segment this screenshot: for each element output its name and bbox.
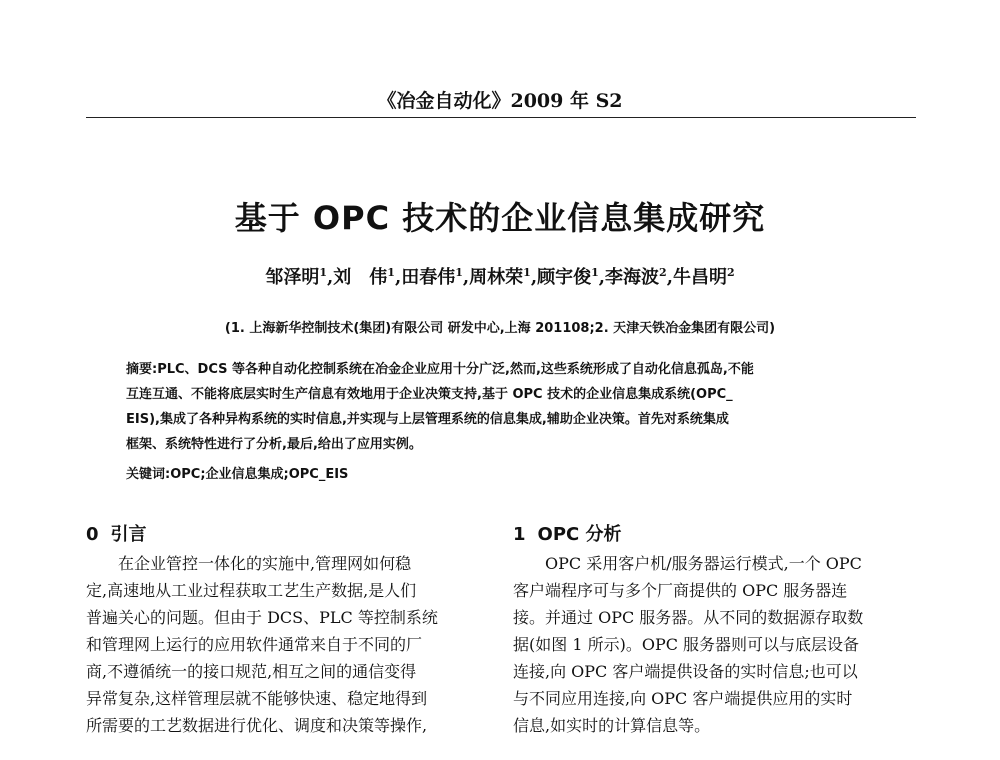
author-affiliation-mark: 1 xyxy=(523,266,531,279)
paper-title: 基于 OPC 技术的企业信息集成研究 xyxy=(234,199,766,237)
section-number: 0 xyxy=(86,524,99,545)
author-list: 邹泽明$^1$,刘 伟$^1$,田春伟$^1$,周林荣$^1$,顾宇俊$^1$,李海波$^2$,牛昌明$^2$ xyxy=(265,266,735,288)
section-introduction xyxy=(86,520,482,739)
section-title: 引言 xyxy=(110,524,147,545)
author-name: 李海波 xyxy=(605,267,660,288)
body-line: 异常复杂,这样管理层就不能够快速、稳定地得到 xyxy=(86,689,428,708)
section-heading xyxy=(86,520,482,550)
author-name: 邹泽明 xyxy=(265,267,320,288)
author-affiliation-mark: 1 xyxy=(319,266,328,279)
body-line: OPC 采用客户机/服务器运行模式,一个 OPC xyxy=(545,554,862,573)
body-line: 普遍关心的问题。但由于 DCS、PLC 等控制系统 xyxy=(86,608,438,627)
author-name: 顾宇俊 xyxy=(537,267,592,288)
keywords-label: 关键词: xyxy=(126,467,171,482)
journal-header: 《冶金自动化》2009 年 S2 xyxy=(377,90,623,112)
author-affiliation-mark: 1 xyxy=(387,266,395,279)
abstract-line: 互连互通、不能将底层实时生产信息有效地用于企业决策支持,基于 OPC 技术的企业信息集成系统(OPC_ xyxy=(126,387,733,402)
body-line: 据(如图 1 所示)。OPC 服务器则可以与底层设备 xyxy=(513,635,860,654)
abstract-text: PLC、DCS 等各种自动化控制系统在冶金企业应用十分广泛,然而,这些系统形成了自动化信息孤岛,不能 xyxy=(157,362,754,377)
body-line: 商,不遵循统一的接口规范,相互之间的通信变得 xyxy=(86,662,417,681)
body-line: 与不同应用连接,向 OPC 客户端提供应用的实时 xyxy=(513,689,853,708)
affiliation: (1. 上海新华控制技术(集团)有限公司 研发中心,上海 201108;2. 天津天铁冶金集团有限公司) xyxy=(224,321,776,336)
section-heading xyxy=(513,520,909,550)
abstract-line: EIS),集成了各种异构系统的实时信息,并实现与上层管理系统的信息集成,辅助企业决策。首先对系统集成 xyxy=(126,412,729,427)
author-name: 刘 伟 xyxy=(333,267,388,288)
author-affiliation-mark: 1 xyxy=(455,266,463,279)
abstract-line xyxy=(126,357,876,382)
section-number: 1 xyxy=(513,524,526,545)
body-line: 客户端程序可与多个厂商提供的 OPC 服务器连 xyxy=(513,581,848,600)
author-affiliation-mark: 2 xyxy=(659,266,667,279)
section-title: OPC 分析 xyxy=(537,524,622,545)
body-line: 和管理网上运行的应用软件通常来自于不同的厂 xyxy=(86,635,423,654)
abstract-label: 摘要: xyxy=(126,362,158,377)
keywords-text: OPC;企业信息集成;OPC_EIS xyxy=(170,467,349,482)
keywords xyxy=(126,463,348,482)
body-line: 所需要的工艺数据进行优化、调度和决策等操作, xyxy=(86,716,428,735)
body-line: 连接,向 OPC 客户端提供设备的实时信息;也可以 xyxy=(513,662,858,681)
author-name: 牛昌明 xyxy=(672,267,727,288)
header-rule xyxy=(86,117,916,118)
author-affiliation-mark: 2 xyxy=(726,266,735,279)
abstract xyxy=(126,357,876,457)
author-affiliation-mark: 1 xyxy=(591,266,599,279)
body-line: 接。并通过 OPC 服务器。从不同的数据源存取数 xyxy=(513,608,864,627)
author-name: 周林荣 xyxy=(469,267,524,288)
body-line: 信息,如实时的计算信息等。 xyxy=(513,716,711,735)
body-line: 在企业管控一体化的实施中,管理网如何稳 xyxy=(118,554,412,573)
section-opc-analysis xyxy=(513,520,909,739)
author-name: 田春伟 xyxy=(401,267,456,288)
body-line: 定,高速地从工业过程获取工艺生产数据,是人们 xyxy=(86,581,417,600)
abstract-line: 框架、系统特性进行了分析,最后,给出了应用实例。 xyxy=(126,437,422,452)
